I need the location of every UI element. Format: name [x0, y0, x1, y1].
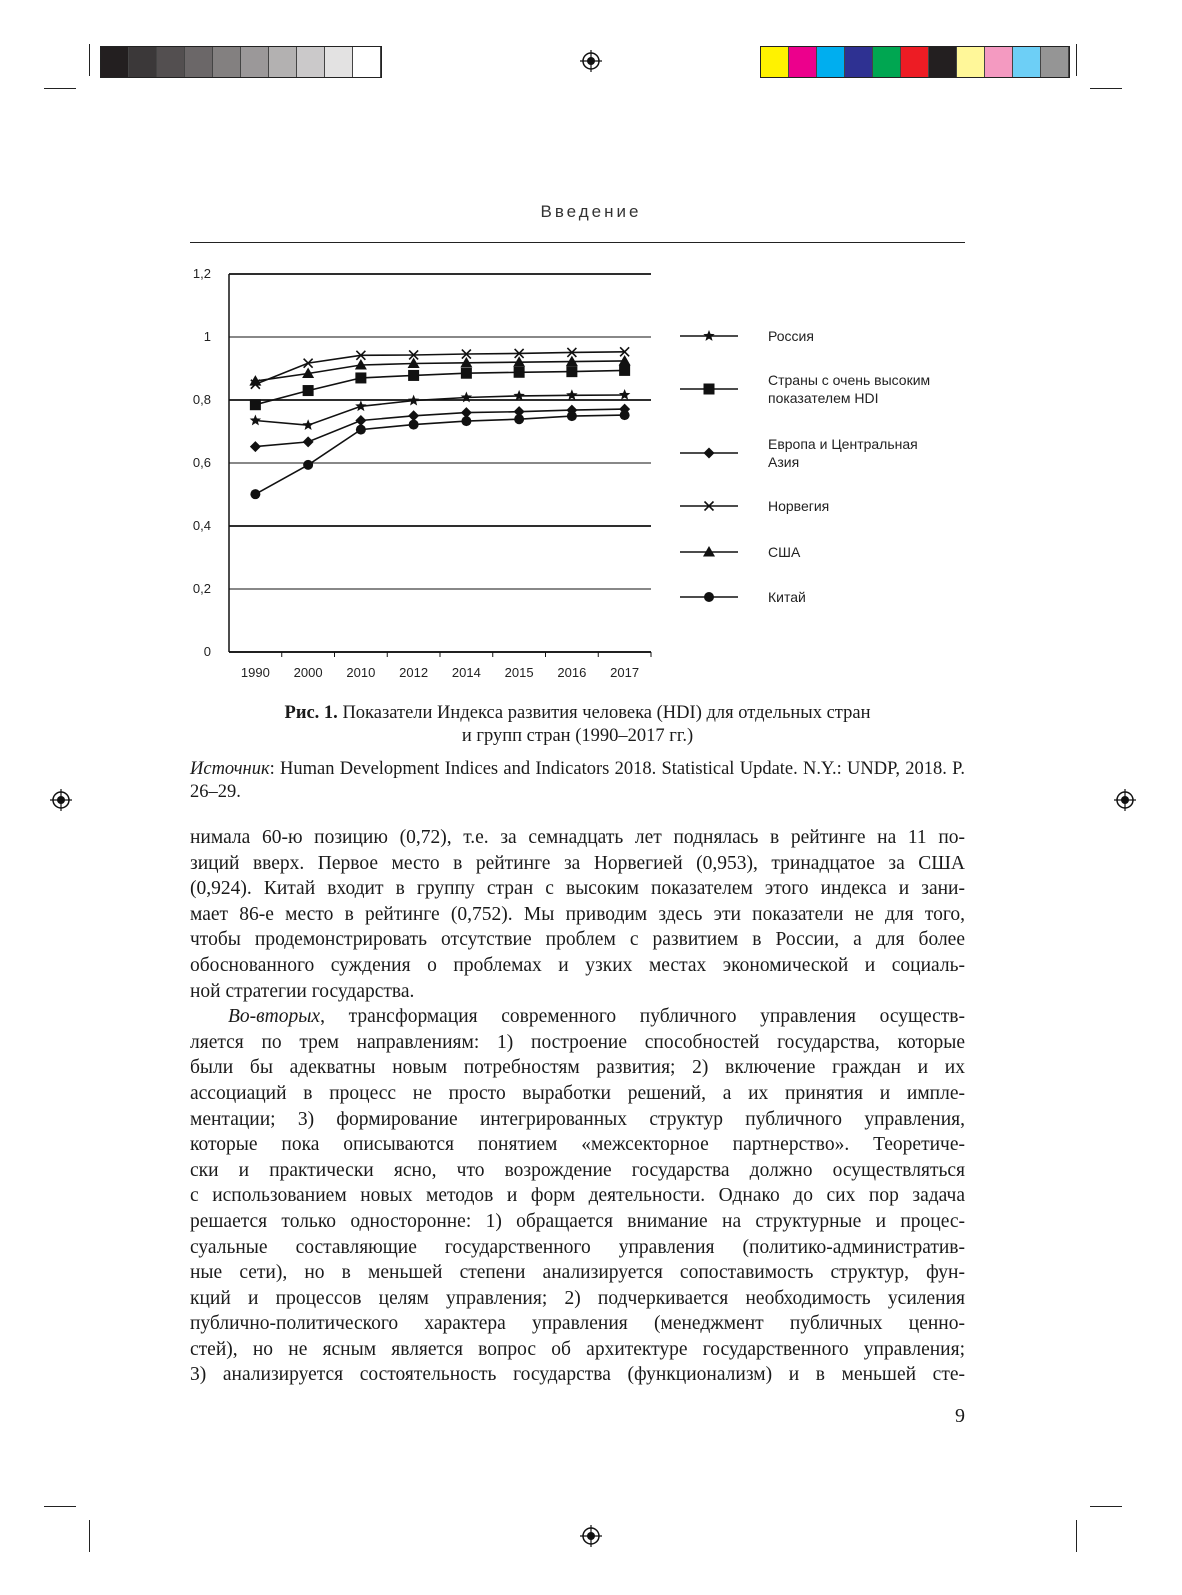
- gray-swatch-9: [353, 47, 381, 77]
- paragraph-2-line: ные сети), но в меньшей степени анализируется сопоставимость структур, фун-: [190, 1262, 965, 1284]
- data-point-diamond: [303, 436, 314, 447]
- source-label: Источник: [190, 759, 270, 779]
- color-swatch-8: [985, 47, 1013, 77]
- crop-mark-top-left-h: [44, 88, 76, 89]
- color-swatch-0: [761, 47, 789, 77]
- paragraph-1-line: мает 86-е место в рейтинге (0,752). Мы приводим здесь эти показатели не для того,: [190, 903, 965, 925]
- y-tick-label: 0,6: [192, 455, 211, 470]
- color-swatch-4: [873, 47, 901, 77]
- data-point-square: [303, 385, 314, 396]
- color-calibration-strip: [760, 46, 1070, 78]
- figure-label: Рис. 1.: [284, 703, 338, 723]
- crop-mark-bottom-right-h: [1090, 1506, 1122, 1507]
- y-tick-label: 0,4: [192, 518, 211, 533]
- data-point-square: [619, 365, 630, 376]
- crop-mark-bottom-right: [1076, 1520, 1077, 1552]
- data-point-diamond: [355, 415, 366, 426]
- gray-swatch-3: [185, 47, 213, 77]
- header-rule: [190, 242, 965, 243]
- paragraph-2-line: ляется по трем направлениям: 1) построение способностей государства, которые: [190, 1031, 965, 1053]
- color-swatch-6: [929, 47, 957, 77]
- data-point-star: [355, 400, 366, 411]
- paragraph-2-line: 3) анализируется состоятельность государства (функционализм) и в меньшей сте-: [190, 1364, 965, 1386]
- paragraph-2-line: суальные составляющие государственного управления (политико-административ-: [190, 1236, 965, 1258]
- color-swatch-3: [845, 47, 873, 77]
- color-swatch-2: [817, 47, 845, 77]
- figure-source: [190, 758, 965, 804]
- registration-mark-icon: [580, 1525, 602, 1547]
- gray-swatch-1: [129, 47, 157, 77]
- data-point-square: [408, 370, 419, 381]
- data-point-square: [461, 368, 472, 379]
- color-swatch-7: [957, 47, 985, 77]
- paragraph-1-line: обоснованного суждения о проблемах и узких местах экономической и социаль-: [190, 954, 965, 976]
- x-tick-label: 1990: [240, 665, 270, 680]
- data-point-star: [408, 395, 419, 406]
- crop-mark-bottom-left: [89, 1520, 90, 1552]
- legend-label: США: [768, 544, 801, 560]
- legend-label: показателем HDI: [768, 390, 879, 406]
- crop-mark-top-right-h: [1090, 88, 1122, 89]
- body-text: [190, 825, 965, 1388]
- crop-mark-top-left: [89, 44, 90, 76]
- data-point-star: [302, 419, 313, 430]
- paragraph-2-first-line: [190, 1004, 965, 1030]
- registration-mark-icon: [1114, 789, 1136, 811]
- x-tick-label: 2000: [293, 665, 323, 680]
- crop-mark-bottom-left-h: [44, 1506, 76, 1507]
- paragraph-2-line: ски и практически ясно, что возрождение государства должно осуществляться: [190, 1159, 965, 1181]
- paragraph-1-line: чтобы продемонстрировать отсутствие проблем с развитием в России, а для более: [190, 929, 965, 951]
- paragraph-2-line: стей), но не ясным является вопрос об архитектуре государственного управления;: [190, 1338, 965, 1360]
- gray-swatch-6: [269, 47, 297, 77]
- x-tick-label: 2010: [346, 665, 376, 680]
- source-text: : Human Development Indices and Indicators 2018. Statistical Update. N.Y.: UNDP, 2018. P. 26–29.: [190, 759, 965, 802]
- paragraph-2-lead: Во-вторых: [228, 1006, 321, 1028]
- hdi-line-chart: [180, 264, 980, 694]
- x-tick-label: 2016: [557, 665, 587, 680]
- paragraph-2-line: публично-политического характера управления (менеджмент публичных ценно-: [190, 1313, 965, 1335]
- gray-swatch-7: [297, 47, 325, 77]
- legend-marker-star: [703, 330, 714, 341]
- legend-marker-square: [704, 384, 715, 395]
- page-number: 9: [955, 1405, 965, 1427]
- data-point-circle: [461, 416, 471, 426]
- paragraph-2-line: решается только односторонне: 1) обращается внимание на структурные и процес-: [190, 1210, 965, 1232]
- color-swatch-9: [1013, 47, 1041, 77]
- color-swatch-10: [1041, 47, 1069, 77]
- paragraph-1: [190, 825, 965, 1004]
- x-tick-label: 2014: [451, 665, 481, 680]
- data-point-square: [250, 399, 261, 410]
- data-point-star: [566, 389, 577, 400]
- y-tick-label: 1: [203, 329, 211, 344]
- paragraph-2-line: кций и процессов целям управления; 2) подчеркивается необходимость усиления: [190, 1287, 965, 1309]
- legend-label: Азия: [768, 454, 800, 470]
- legend-marker-circle: [704, 592, 714, 602]
- running-head: Введение: [540, 202, 642, 221]
- data-point-circle: [250, 489, 260, 499]
- data-point-circle: [567, 411, 577, 421]
- data-point-circle: [409, 420, 419, 430]
- gray-swatch-5: [241, 47, 269, 77]
- gray-swatch-8: [325, 47, 353, 77]
- registration-mark-icon: [50, 789, 72, 811]
- data-point-circle: [620, 410, 630, 420]
- data-point-square: [514, 367, 525, 378]
- legend-label: Европа и Центральная: [768, 436, 918, 452]
- data-point-circle: [514, 414, 524, 424]
- x-tick-label: 2015: [504, 665, 534, 680]
- paragraph-2-first-text: , трансформация современного публичного управления осуществ-: [320, 1006, 965, 1028]
- crop-mark-top-right: [1076, 44, 1077, 76]
- paragraph-1-line: (0,924). Китай входит в группу стран с высоким показателем этого индекса и зани-: [190, 878, 965, 900]
- color-swatch-5: [901, 47, 929, 77]
- legend-label: Россия: [768, 328, 814, 344]
- data-point-circle: [303, 460, 313, 470]
- gray-swatch-4: [213, 47, 241, 77]
- paragraph-2-line: с использованием новых методов и форм деятельности. Однако до сих пор задача: [190, 1185, 965, 1207]
- data-point-square: [566, 366, 577, 377]
- data-point-diamond: [250, 441, 261, 452]
- figure-caption: [190, 702, 965, 748]
- caption-line-2: и групп стран (1990–2017 гг.): [461, 726, 694, 746]
- paragraph-2-line: были бы адекватны новым потребностям развития; 2) включение граждан и их: [190, 1057, 965, 1079]
- y-tick-label: 0,8: [192, 392, 211, 407]
- gray-swatch-0: [101, 47, 129, 77]
- paragraph-2-line: ментации; 3) формирование интегрированных структур публичного управления,: [190, 1108, 965, 1130]
- paragraph-1-line: ной стратегии государства.: [190, 980, 415, 1002]
- caption-line-1: Показатели Индекса развития человека (HDI) для отдельных стран: [337, 703, 871, 723]
- gray-swatch-2: [157, 47, 185, 77]
- paragraph-1-line: нимала 60-ю позицию (0,72), т.е. за семнадцать лет поднялась в рейтинге на 11 по-: [190, 827, 965, 848]
- y-tick-label: 1,2: [192, 266, 211, 281]
- color-swatch-1: [789, 47, 817, 77]
- registration-mark-icon: [580, 50, 602, 72]
- paragraph-2-line: ассоциаций в процесс не просто выработки решений, а их принятия и импле-: [190, 1082, 965, 1104]
- paragraph-2-line: которые пока описываются понятием «межсекторное партнерство». Теоретиче-: [190, 1134, 965, 1156]
- y-tick-label: 0: [203, 644, 211, 659]
- data-point-square: [355, 372, 366, 383]
- grayscale-calibration-strip: [100, 46, 382, 78]
- legend-label: Норвегия: [768, 498, 830, 514]
- legend-label: Страны с очень высоким: [768, 372, 931, 388]
- data-point-star: [250, 414, 261, 425]
- legend-label: Китай: [768, 589, 806, 605]
- paragraph-2: [190, 1030, 965, 1388]
- data-point-star: [619, 389, 630, 400]
- x-tick-label: 2017: [610, 665, 640, 680]
- x-tick-label: 2012: [399, 665, 429, 680]
- data-point-circle: [356, 425, 366, 435]
- y-tick-label: 0,2: [192, 581, 211, 596]
- paragraph-1-line: зиций вверх. Первое место в рейтинге за Норвегией (0,953), тринадцатое за США: [190, 852, 965, 874]
- legend-marker-diamond: [704, 448, 715, 459]
